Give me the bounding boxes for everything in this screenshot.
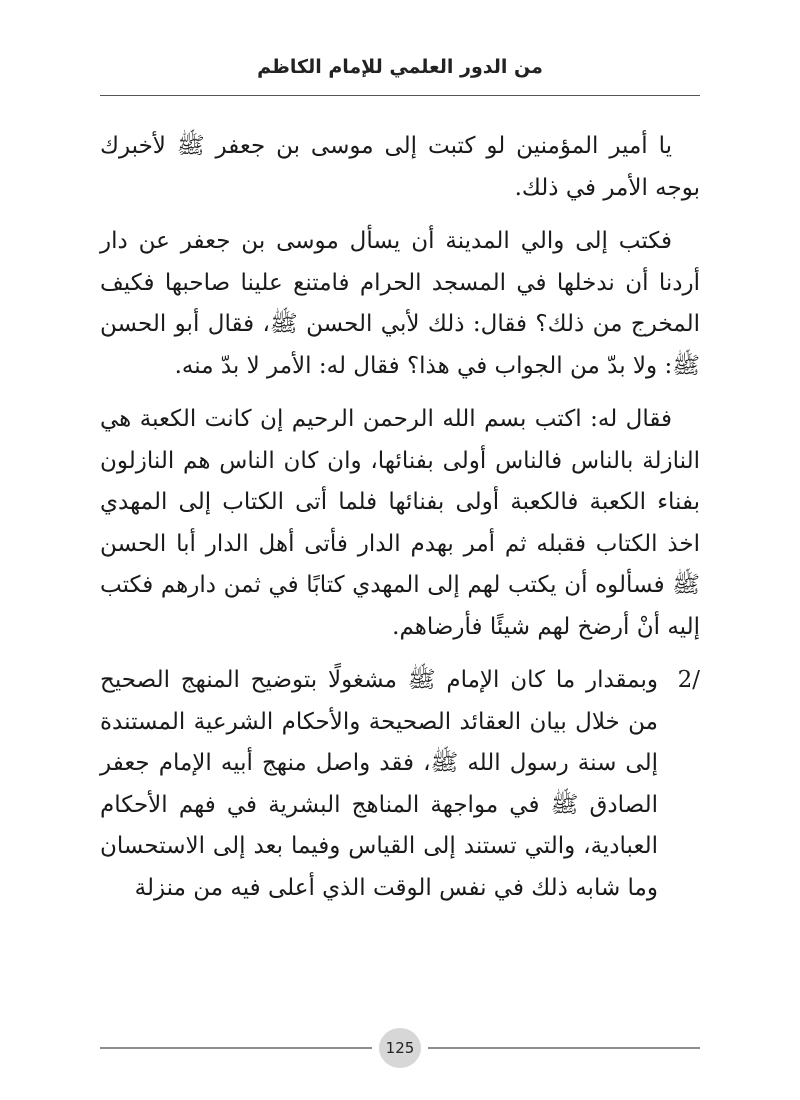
numbered-list-item xyxy=(100,660,700,909)
page-header-title: من الدور العلمي للإمام الكاظم xyxy=(257,56,543,78)
paragraph: يا أمير المؤمنين لو كتبت إلى موسى بن جعفر ﷺ لأخبرك بوجه الأمر في ذلك. xyxy=(100,133,700,201)
page-number: 125 xyxy=(385,1039,415,1057)
page-content xyxy=(100,126,700,909)
header-divider xyxy=(100,95,700,96)
list-item-text: وبمقدار ما كان الإمام ﷺ مشغولًا بتوضيح المنهج الصحيح من خلال بيان العقائد الصحيحة والأحكام الشرعية المستندة إلى سنة رسول الله ﷺ، فقد واصل منهج أبيه الإمام جعفر الصادق ﷺ في مواجهة المناهج البشرية في فهم الأحكام العبادية، والتي تستند إلى القياس وفيما بعد إلى الاستحسان وما شابه ذلك في نفس الوقت الذي أعلى فيه من منزلة xyxy=(100,667,658,901)
paragraph: فقال له: اكتب بسم الله الرحمن الرحيم إن كانت الكعبة هي النازلة بالناس فالناس أولى بفنائها، وان كان الناس هم النازلون بفناء الكعبة فالكعبة أولى بفنائها فلما أتى الكتاب إلى المهدي اخذ الكتاب فقبله ثم أمر بهدم الدار فأتى أهل الدار أبا الحسن ﷺ فسألوه أن يكتب لهم إلى المهدي كتابًا في ثمن دارهم فكتب إليه أنْ أرضخ لهم شيئًا فأرضاهم. xyxy=(100,406,700,640)
paragraph: فكتب إلى والي المدينة أن يسأل موسى بن جعفر عن دار أردنا أن ندخلها في المسجد الحرام فامتنع علينا صاحبها فكيف المخرج من ذلك؟ فقال: ذلك لأبي الحسن ﷺ، فقال أبو الحسن ﷺ: ولا بدّ من الجواب في هذا؟ فقال له: الأمر لا بدّ منه. xyxy=(100,228,700,379)
footer-rule-right xyxy=(428,1047,700,1049)
footer-rule-left xyxy=(100,1047,372,1049)
page-number-badge xyxy=(379,1028,421,1068)
list-item-number: 2/ xyxy=(677,667,700,693)
page-footer xyxy=(100,1028,700,1068)
